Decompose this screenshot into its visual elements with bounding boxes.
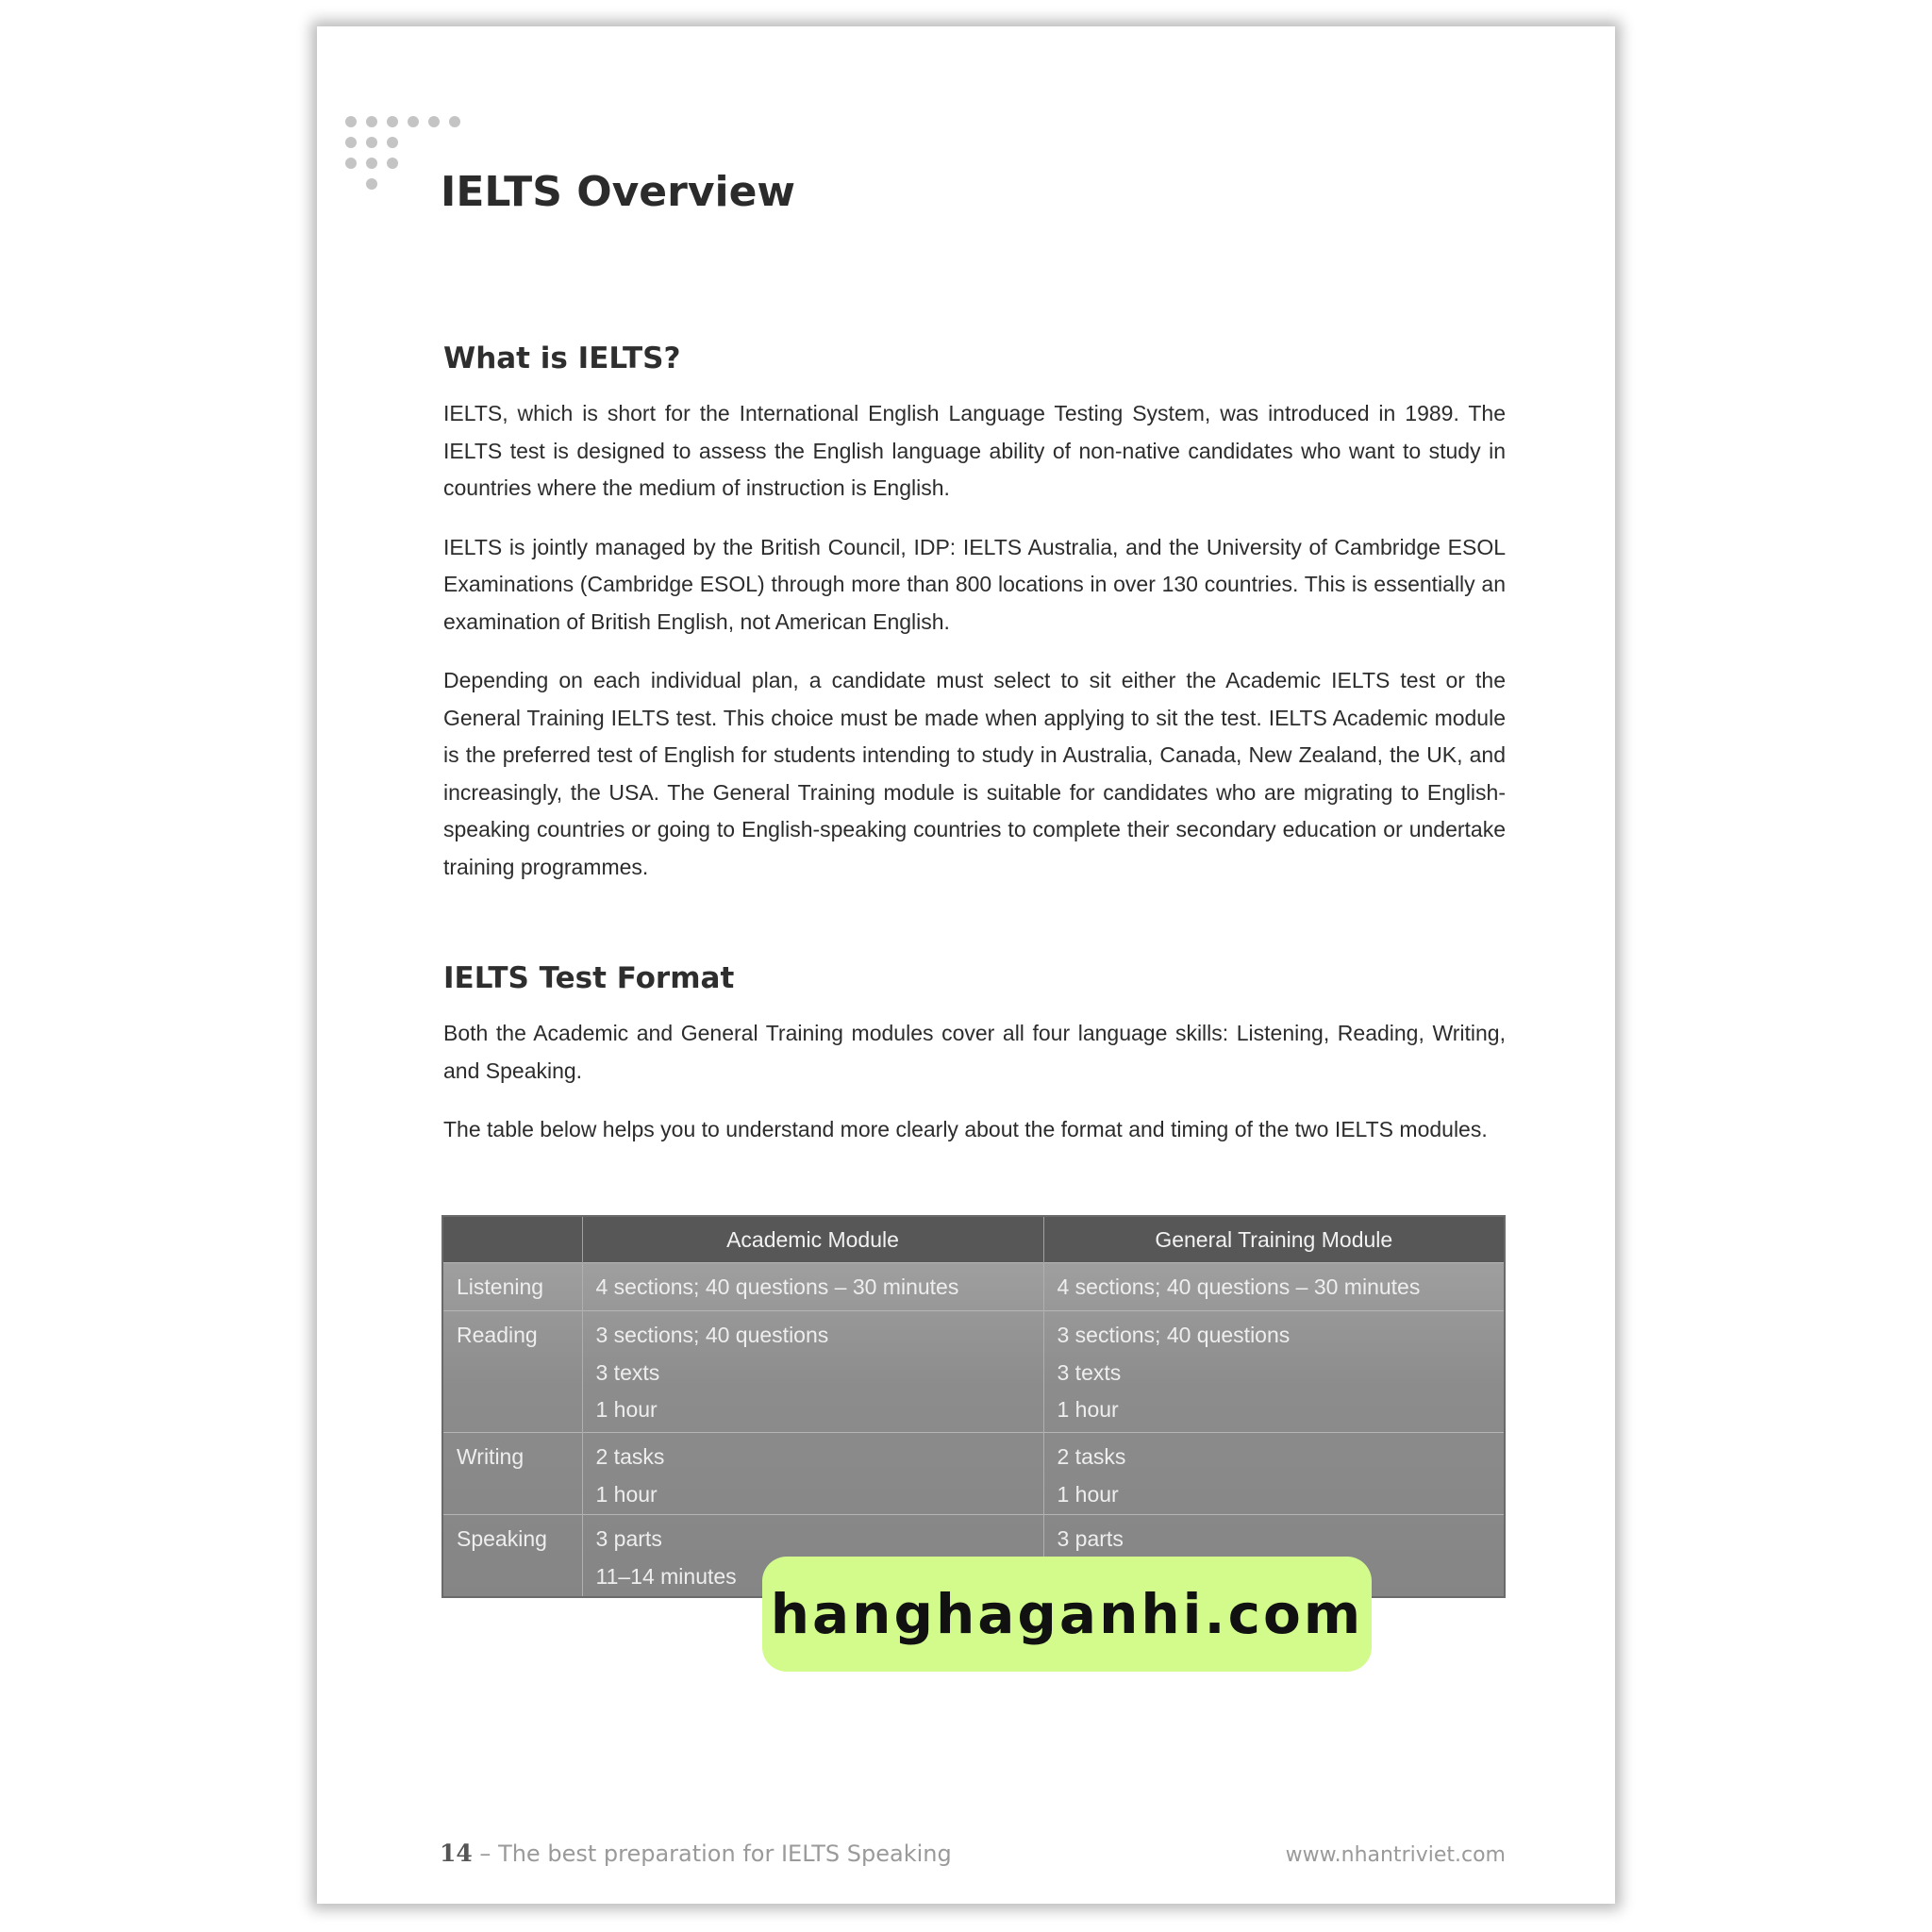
cell-line: 3 sections; 40 questions	[1057, 1323, 1291, 1347]
skill-cell: Listening	[442, 1263, 582, 1311]
cell-line: 4 sections; 40 questions – 30 minutes	[1057, 1274, 1421, 1299]
skill-cell: Speaking	[442, 1515, 582, 1598]
cell-line: 1 hour	[1057, 1481, 1119, 1507]
book-title: The best preparation for IELTS Speaking	[498, 1840, 952, 1867]
table-cell	[582, 1263, 1043, 1311]
table-header-row	[442, 1216, 1505, 1263]
paragraph: Depending on each individual plan, a candidate must select to sit either the Academic IELTS test or the General Training IELTS test. This choice must be made when applying to sit the test. IELTS Academic module is the preferred test of English for students intending to study in Australia, Canada, New Zealand, the UK, and increasingly, the USA. The General Training module is suitable for candidates who are migrating to English-speaking countries or going to English-speaking countries to complete their secondary education or undertake training programmes.	[443, 668, 1506, 879]
cell-line: 1 hour	[595, 1397, 658, 1422]
table-cell	[582, 1433, 1043, 1515]
paragraph: IELTS is jointly managed by the British Council, IDP: IELTS Australia, and the University of Cambridge ESOL Examinations (Cambridge ESOL) through more than 800 locations in over 130 countries. This is essentially an examination of British English, not American English.	[443, 534, 1506, 634]
skill-cell: Writing	[442, 1433, 582, 1515]
cell-line: 3 texts	[595, 1359, 660, 1385]
table-header-cell: Academic Module	[582, 1216, 1043, 1263]
section-heading-test-format: IELTS Test Format	[443, 961, 735, 995]
section-heading-what-is-ielts: What is IELTS?	[443, 341, 681, 375]
table-cell	[1043, 1433, 1505, 1515]
table-cell	[1043, 1311, 1505, 1433]
table-cell	[582, 1311, 1043, 1433]
cell-line: 2 tasks	[1057, 1444, 1126, 1469]
paragraph: IELTS, which is short for the International English Language Testing System, was introduced in 1989. The IELTS test is designed to assess the English language ability of non-native candidates who want to study in countries where the medium of instruction is English.	[443, 401, 1506, 500]
page-footer	[440, 1840, 952, 1867]
publisher-website: www.nhantriviet.com	[1285, 1843, 1506, 1867]
cell-line: 1 hour	[595, 1481, 658, 1507]
cell-line: 11–14 minutes	[595, 1563, 737, 1589]
table-cell	[1043, 1263, 1505, 1311]
test-format-table	[441, 1215, 1506, 1598]
watermark-badge: hanghaganhi.com	[762, 1557, 1372, 1672]
table-row	[442, 1311, 1505, 1433]
cell-line: 3 parts	[1057, 1526, 1124, 1551]
cell-line: 4 sections; 40 questions – 30 minutes	[595, 1274, 959, 1299]
page-title: IELTS Overview	[441, 168, 796, 216]
paragraph: Both the Academic and General Training modules cover all four language skills: Listening, Reading, Writing, and Speaking.	[443, 1021, 1506, 1083]
article-body	[443, 338, 1506, 1149]
table-header-cell	[442, 1216, 582, 1263]
table-header-cell: General Training Module	[1043, 1216, 1505, 1263]
cell-line: 3 texts	[1057, 1359, 1122, 1385]
cell-line: 2 tasks	[595, 1444, 665, 1469]
page-number: 14	[440, 1840, 473, 1867]
footer-separator: –	[472, 1840, 499, 1867]
cell-line: 3 parts	[595, 1526, 662, 1551]
paragraph: The table below helps you to understand more clearly about the format and timing of the two IELTS modules.	[443, 1117, 1488, 1141]
table-row	[442, 1263, 1505, 1311]
table-row	[442, 1433, 1505, 1515]
cell-line: 3 sections; 40 questions	[595, 1323, 829, 1347]
cell-line: 1 hour	[1057, 1397, 1119, 1422]
skill-cell: Reading	[442, 1311, 582, 1433]
